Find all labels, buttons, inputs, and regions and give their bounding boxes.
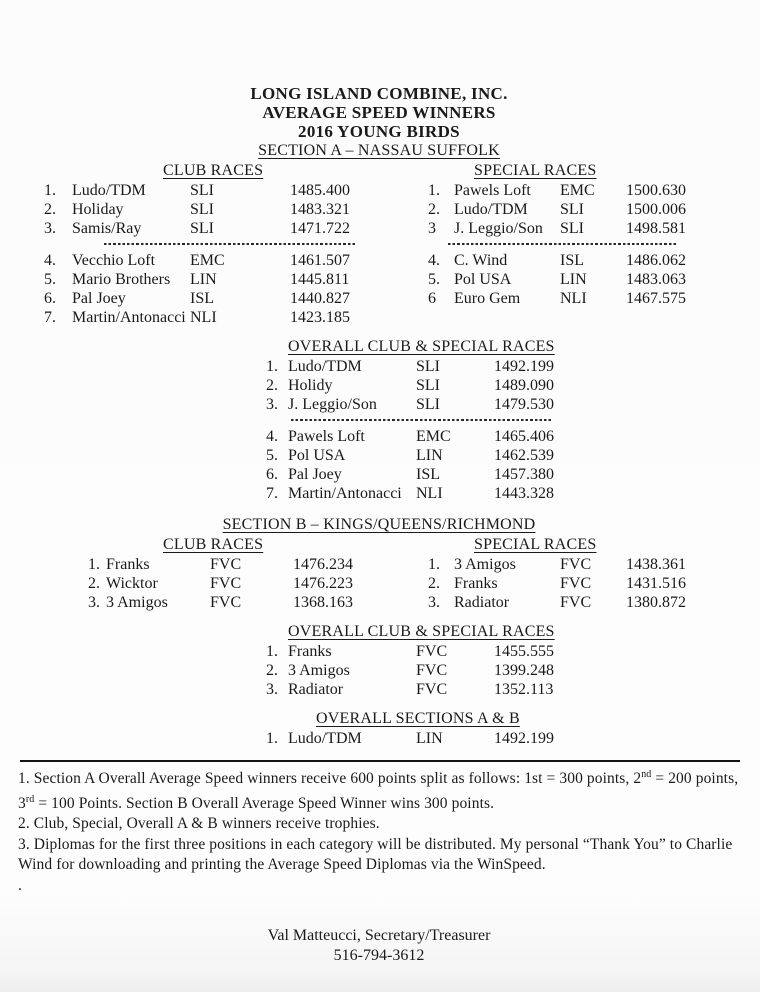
rank-number: 1. (266, 643, 278, 660)
horizontal-rule (20, 760, 740, 762)
speed-value: 1500.630 (626, 182, 686, 199)
loft-name: Franks (106, 556, 150, 573)
race-row (266, 427, 740, 446)
speed-value: 1462.539 (494, 447, 554, 464)
club-code: SLI (190, 182, 214, 199)
section-b-club-races-table (88, 535, 370, 612)
club-code: SLI (560, 201, 584, 218)
race-row (44, 200, 370, 219)
speed-value: 1498.581 (626, 220, 686, 237)
speed-value: 1492.199 (494, 730, 554, 747)
speed-value: 1500.006 (626, 201, 686, 218)
rank-number: 1. (266, 730, 278, 747)
race-row (88, 574, 370, 593)
club-code: SLI (190, 201, 214, 218)
section-b-special-races-table (428, 535, 740, 612)
loft-name: Radiator (288, 681, 344, 698)
club-code: SLI (416, 358, 440, 375)
section-b-columns (18, 535, 740, 612)
speed-value: 1438.361 (626, 556, 686, 573)
rank-number: 1. (428, 182, 440, 199)
section-a-overall-table (266, 337, 740, 503)
race-row (44, 219, 370, 238)
speed-value: 1465.406 (494, 428, 554, 445)
club-code: FVC (210, 575, 242, 592)
rank-number: 3 (428, 220, 436, 237)
speed-value: 1455.555 (494, 643, 554, 660)
race-row (266, 661, 740, 680)
race-row (266, 729, 740, 748)
loft-name: 3 Amigos (454, 556, 516, 573)
speed-value: 1476.234 (293, 556, 353, 573)
loft-name: Pol USA (288, 447, 346, 464)
rank-number: 2. (88, 575, 100, 592)
loft-name: Franks (288, 643, 332, 660)
section-b-club-column (18, 535, 370, 612)
club-code: NLI (416, 485, 443, 502)
speed-value: 1483.063 (626, 271, 686, 288)
note-trailing-period: . (18, 876, 22, 894)
race-row (266, 465, 740, 484)
rank-number: 3. (266, 681, 278, 698)
speed-value: 1431.516 (626, 575, 686, 592)
rank-number: 7. (44, 309, 56, 326)
club-code: FVC (560, 575, 592, 592)
section-b-overall-table (266, 622, 740, 699)
race-row (428, 574, 740, 593)
loft-name: Pawels Loft (454, 182, 531, 199)
race-row (266, 357, 740, 376)
overall-club-special-heading: OVERALL CLUB & SPECIAL RACES (288, 623, 555, 640)
club-code: SLI (416, 396, 440, 413)
race-row (44, 270, 370, 289)
rank-number: 3. (428, 594, 440, 611)
race-row (428, 270, 740, 289)
loft-name: J. Leggio/Son (454, 220, 543, 237)
club-races-heading: CLUB RACES (163, 162, 264, 179)
race-row (266, 395, 740, 414)
loft-name: Holiday (72, 201, 124, 218)
loft-name: Ludo/TDM (72, 182, 146, 199)
loft-name: Martin/Antonacci (288, 485, 402, 502)
loft-name: 3 Amigos (106, 594, 168, 611)
loft-name: Vecchio Loft (72, 252, 156, 269)
club-code: FVC (560, 556, 592, 573)
speed-value: 1492.199 (494, 358, 554, 375)
club-code: EMC (560, 182, 595, 199)
rank-number: 3. (88, 594, 100, 611)
loft-name: Ludo/TDM (288, 730, 362, 747)
speed-value: 1461.507 (290, 252, 350, 269)
dashed-separator (448, 243, 678, 245)
overall-sections-ab-heading: OVERALL SECTIONS A & B (316, 710, 520, 727)
club-code: FVC (416, 662, 448, 679)
rank-number: 2. (428, 575, 440, 592)
section-a-club-column (18, 161, 370, 327)
race-row (428, 251, 740, 270)
doc-title-line2: AVERAGE SPEED WINNERS (262, 103, 496, 122)
race-row (428, 181, 740, 200)
doc-title-line1: LONG ISLAND COMBINE, INC. (250, 84, 508, 103)
club-code: ISL (190, 290, 214, 307)
rank-number: 6. (44, 290, 56, 307)
section-a-special-column (370, 161, 740, 327)
race-row (88, 593, 370, 612)
note-1: 1. Section A Overall Average Speed winners receive 600 points split as follows: 1st = 300 points, 2nd = 200 points, 3rd = 100 Points. Section B Overall Average Speed Winner wins 300 points. (18, 769, 739, 812)
overall-club-special-heading: OVERALL CLUB & SPECIAL RACES (288, 338, 555, 355)
loft-name: Pol USA (454, 271, 512, 288)
race-row (44, 181, 370, 200)
rank-number: 7. (266, 485, 278, 502)
signature-name: Val Matteucci, Secretary/Treasurer (267, 927, 491, 945)
section-b-special-column (370, 535, 740, 612)
race-row (266, 484, 740, 503)
club-code: ISL (416, 466, 440, 483)
rank-number: 2. (266, 662, 278, 679)
speed-value: 1380.872 (626, 594, 686, 611)
note-3: 3. Diplomas for the first three positions in each category will be distributed. My personal “Thank You” to Charlie Wind for downloading and printing the Average Speed Diplomas via the WinSpeed. (18, 835, 733, 874)
speed-value: 1476.223 (293, 575, 353, 592)
loft-name: Radiator (454, 594, 510, 611)
speed-value: 1486.062 (626, 252, 686, 269)
speed-value: 1467.575 (626, 290, 686, 307)
loft-name: C. Wind (454, 252, 508, 269)
loft-name: Samis/Ray (72, 220, 142, 237)
loft-name: Ludo/TDM (288, 358, 362, 375)
loft-name: Wicktor (106, 575, 158, 592)
rank-number: 3. (44, 220, 56, 237)
rank-number: 1. (44, 182, 56, 199)
club-code: EMC (416, 428, 451, 445)
club-code: FVC (416, 643, 448, 660)
race-row (44, 289, 370, 308)
race-row (266, 680, 740, 699)
speed-value: 1440.827 (290, 290, 350, 307)
rank-number: 5. (266, 447, 278, 464)
club-code: NLI (560, 290, 587, 307)
rank-number: 1. (428, 556, 440, 573)
race-row (428, 200, 740, 219)
race-row (266, 642, 740, 661)
loft-name: J. Leggio/Son (288, 396, 377, 413)
note-2: 2. Club, Special, Overall A & B winners receive trophies. (18, 815, 380, 833)
rank-number: 4. (266, 428, 278, 445)
club-code: EMC (190, 252, 225, 269)
dashed-separator (104, 243, 356, 245)
loft-name: 3 Amigos (288, 662, 350, 679)
club-code: FVC (210, 556, 242, 573)
doc-title-line3: 2016 YOUNG BIRDS (298, 122, 460, 141)
club-code: ISL (560, 252, 584, 269)
speed-value: 1457.380 (494, 466, 554, 483)
rank-number: 2. (266, 377, 278, 394)
speed-value: 1471.722 (290, 220, 350, 237)
loft-name: Mario Brothers (72, 271, 171, 288)
speed-value: 1445.811 (290, 271, 350, 288)
race-row (44, 308, 370, 327)
rank-number: 5. (44, 271, 56, 288)
club-code: LIN (190, 271, 217, 288)
speed-value: 1423.185 (290, 309, 350, 326)
rank-number: 6. (266, 466, 278, 483)
rank-number: 4. (44, 252, 56, 269)
rank-number: 2. (44, 201, 56, 218)
rank-number: 3. (266, 396, 278, 413)
club-code: LIN (560, 271, 587, 288)
signature-phone: 516-794-3612 (333, 947, 425, 965)
speed-value: 1443.328 (494, 485, 554, 502)
race-row (266, 376, 740, 395)
signature-block (18, 926, 740, 966)
race-row (44, 251, 370, 270)
race-row (428, 555, 740, 574)
special-races-heading: SPECIAL RACES (474, 162, 597, 179)
section-a-title: SECTION A – NASSAU SUFFOLK (258, 142, 500, 159)
rank-number: 1. (88, 556, 100, 573)
rank-number: 5. (428, 271, 440, 288)
loft-name: Pal Joey (72, 290, 126, 307)
club-code: SLI (416, 377, 440, 394)
rank-number: 4. (428, 252, 440, 269)
club-code: SLI (560, 220, 584, 237)
speed-value: 1352.113 (494, 681, 554, 698)
club-code: NLI (190, 309, 217, 326)
special-races-heading: SPECIAL RACES (474, 536, 597, 553)
loft-name: Pawels Loft (288, 428, 365, 445)
club-code: LIN (416, 447, 443, 464)
section-a-special-races-table (428, 161, 740, 308)
speed-value: 1483.321 (290, 201, 350, 218)
dashed-separator (291, 419, 551, 421)
club-code: SLI (190, 220, 214, 237)
speed-value: 1479.530 (494, 396, 554, 413)
rank-number: 1. (266, 358, 278, 375)
loft-name: Holidy (288, 377, 333, 394)
race-row (88, 555, 370, 574)
race-row (428, 593, 740, 612)
speed-value: 1485.400 (290, 182, 350, 199)
loft-name: Euro Gem (454, 290, 521, 307)
club-code: FVC (560, 594, 592, 611)
rank-number: 6 (428, 290, 436, 307)
club-races-heading: CLUB RACES (163, 536, 264, 553)
loft-name: Franks (454, 575, 498, 592)
overall-sections-ab-table (266, 709, 740, 748)
section-b-title: SECTION B – KINGS/QUEENS/RICHMOND (222, 516, 536, 533)
loft-name: Pal Joey (288, 466, 342, 483)
section-a-columns (18, 161, 740, 327)
club-code: LIN (416, 730, 443, 747)
race-row (428, 219, 740, 238)
section-a-club-races-table (44, 161, 370, 327)
rank-number: 2. (428, 201, 440, 218)
speed-value: 1368.163 (293, 594, 353, 611)
speed-value: 1489.090 (494, 377, 554, 394)
race-row (266, 446, 740, 465)
club-code: FVC (210, 594, 242, 611)
club-code: FVC (416, 681, 448, 698)
race-row (428, 289, 740, 308)
loft-name: Martin/Antonacci (72, 309, 186, 326)
loft-name: Ludo/TDM (454, 201, 528, 218)
speed-value: 1399.248 (494, 662, 554, 679)
